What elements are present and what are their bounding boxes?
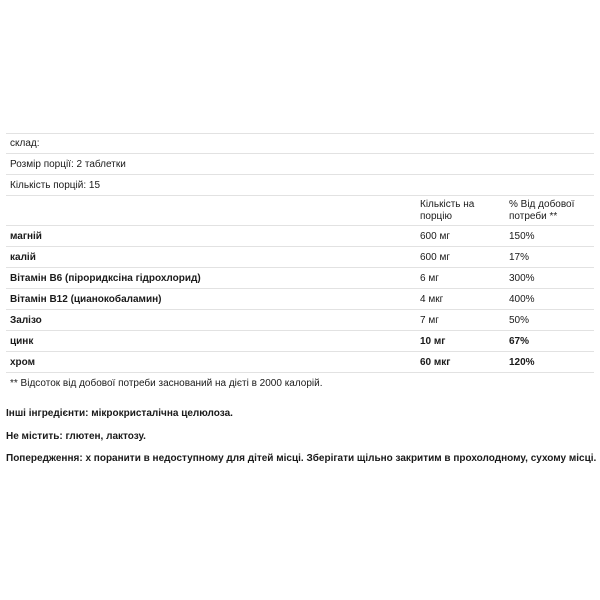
footnote: ** Відсоток від добової потреби заснований на дієті в 2000 калорій.	[10, 378, 323, 389]
serving-size-row	[6, 154, 594, 175]
nutrient-amount: 7 мг	[420, 314, 439, 326]
table-row	[6, 226, 594, 247]
nutrient-dv: 400%	[509, 293, 535, 305]
nutrient-dv: 67%	[509, 335, 530, 347]
serving-size: Розмір порції: 2 таблетки	[10, 158, 126, 170]
other-ingredients: Інші інгредієнти: мікрокристалічна целюлоза.	[6, 408, 233, 419]
table-row	[6, 352, 594, 373]
nutrient-name: цинк	[10, 335, 34, 347]
nutrient-dv: 50%	[509, 314, 530, 326]
table-row	[6, 310, 594, 331]
nutrient-amount: 60 мкг	[420, 356, 451, 368]
table-row	[6, 289, 594, 310]
nutrient-dv: 150%	[509, 230, 535, 242]
nutrient-amount: 600 мг	[420, 251, 450, 263]
nutrient-name: калій	[10, 251, 36, 263]
nutrient-name: магній	[10, 230, 42, 242]
servings-count-row	[6, 175, 594, 196]
amount-column-header: Кількість на порцію	[420, 198, 475, 222]
nutrient-name: Залізо	[10, 314, 42, 326]
facts-title: склад:	[10, 138, 40, 149]
footnote-row	[6, 373, 594, 394]
nutrient-name: Вітамін B6 (піроридксіна гідрохлорид)	[10, 272, 201, 284]
nutrient-name: Вітамін B12 (цианокобаламин)	[10, 293, 162, 305]
dv-column-header: % Від добової потреби **	[509, 198, 575, 222]
nutrient-amount: 6 мг	[420, 272, 439, 284]
free-of-statement: Не містить: глютен, лактозу.	[6, 431, 146, 442]
nutrient-dv: 300%	[509, 272, 535, 284]
nutrient-amount: 10 мг	[420, 335, 446, 347]
table-row	[6, 247, 594, 268]
table-header-row	[6, 196, 594, 226]
servings-count: Кількість порцій: 15	[10, 179, 101, 191]
supplement-facts-table	[6, 133, 594, 394]
nutrient-amount: 600 мг	[420, 230, 450, 242]
nutrient-amount: 4 мкг	[420, 293, 444, 305]
facts-title-row	[6, 134, 594, 154]
table-row	[6, 268, 594, 289]
table-row	[6, 331, 594, 352]
nutrient-dv: 17%	[509, 251, 530, 263]
nutrient-dv: 120%	[509, 356, 535, 368]
warning-statement: Попередження: х поранити в недоступному для дітей місці. Зберігати щільно закритим в прохолодному, сухому місці.	[6, 453, 597, 464]
nutrient-name: хром	[10, 356, 36, 368]
